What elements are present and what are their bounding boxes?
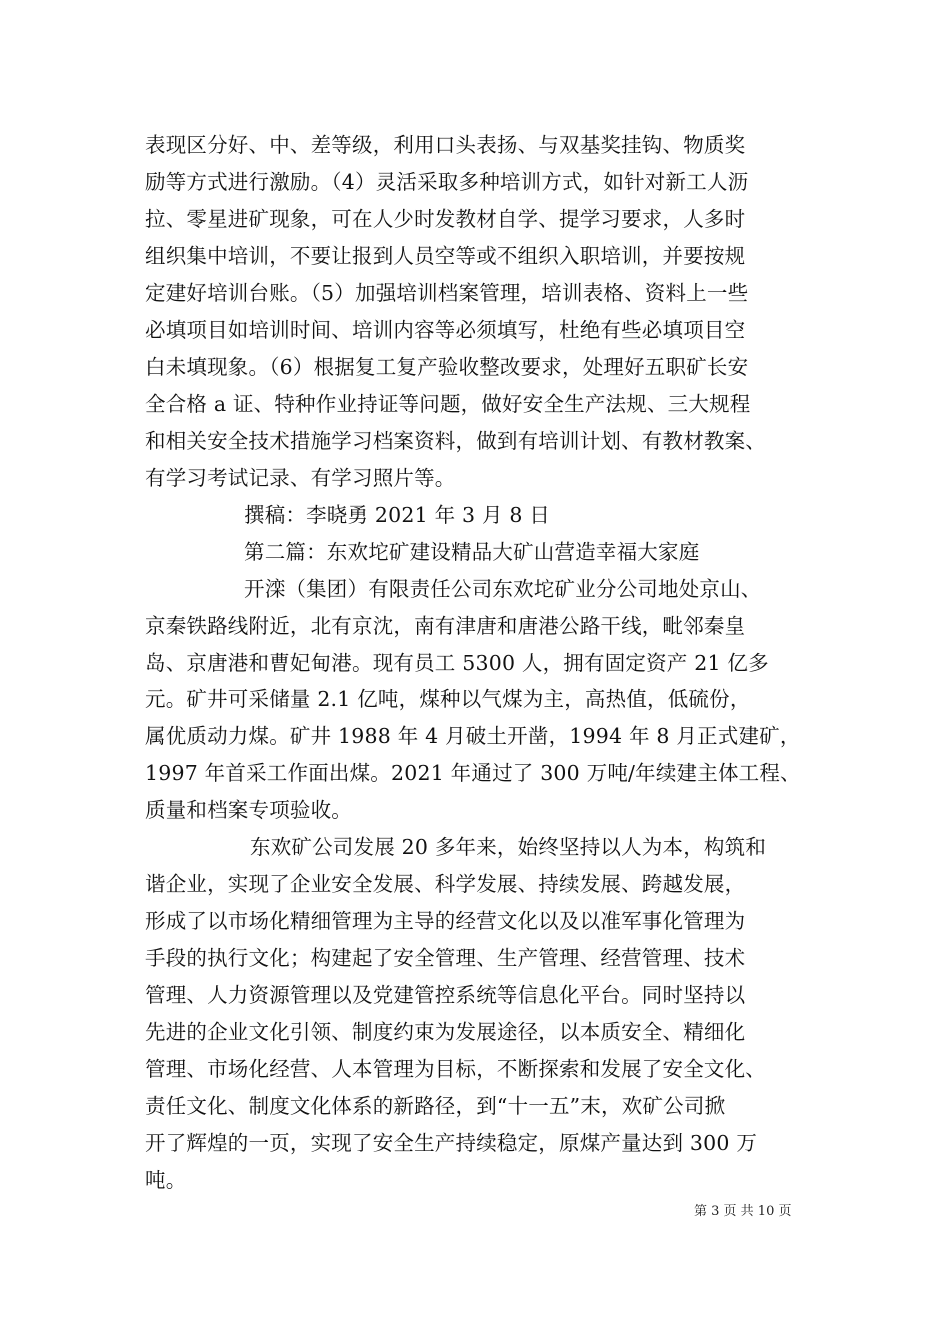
text-line: 1997 年首采工作面出煤。2021 年通过了 300 万吨/年续建主体工程、 [145,761,801,785]
text-line: 京秦铁路线附近，北有京沈，南有津唐和唐港公路干线，毗邻秦皇 [145,614,746,638]
page-number: 第 3 页 共 10 页 [694,1204,792,1219]
text-line: 拉、零星进矿现象，可在人少时发教材自学、提学习要求，人多时 [145,207,746,231]
text-line: 励等方式进行激励。（4）灵活采取多种培训方式，如针对新工人沥 [145,170,749,194]
text-line: 有学习考试记录、有学习照片等。 [145,466,456,490]
text-line: 谐企业，实现了企业安全发展、科学发展、持续发展、跨越发展， [145,872,746,896]
text-line: 质量和档案专项验收。 [145,798,352,822]
section-heading: 第二篇：东欢坨矿建设精品大矿山营造幸福大家庭 [244,540,700,564]
text-line: 开了辉煌的一页，实现了安全生产持续稳定，原煤产量达到 300 万 [145,1131,758,1155]
text-line: 必填项目如培训时间、培训内容等必须填写，杜绝有些必填项目空 [145,318,746,342]
text-line: 管理、人力资源管理以及党建管控系统等信息化平台。同时坚持以 [145,983,746,1007]
text-line: 吨。 [145,1168,187,1192]
text-line: 形成了以市场化精细管理为主导的经营文化以及以准军事化管理为 [145,909,746,933]
text-line: 组织集中培训，不要让报到人员空等或不组织入职培训，并要按规 [145,244,746,268]
text-line: 管理、市场化经营、人本管理为目标，不断探索和发展了安全文化、 [145,1057,766,1081]
text-line: 先进的企业文化引领、制度约束为发展途径，以本质安全、精细化 [145,1020,746,1044]
text-line: 全合格 a 证、特种作业持证等问题，做好安全生产法规、三大规程 [145,392,751,416]
text-line: 开滦（集团）有限责任公司东欢坨矿业分公司地处京山、 [244,577,762,601]
text-line: 白未填现象。（6）根据复工复产验收整改要求，处理好五职矿长安 [145,355,749,379]
text-line: 东欢矿公司发展 20 多年来，始终坚持以人为本，构筑和 [250,835,767,859]
text-line: 岛、京唐港和曹妃甸港。现有员工 5300 人，拥有固定资产 21 亿多 [145,651,769,675]
text-line: 和相关安全技术措施学习档案资料，做到有培训计划、有教材教案、 [145,429,766,453]
author-signature-line: 撰稿：李晓勇 2021 年 3 月 8 日 [244,503,551,527]
text-line: 表现区分好、中、差等级，利用口头表扬、与双基奖挂钩、物质奖 [145,133,746,157]
text-line: 定建好培训台账。（5）加强培训档案管理，培训表格、资料上一些 [145,281,749,305]
text-line: 责任文化、制度文化体系的新路径，到“十一五”末，欢矿公司掀 [145,1094,726,1118]
text-line: 属优质动力煤。矿井 1988 年 4 月破土开凿，1994 年 8 月正式建矿， [145,724,801,748]
text-line: 元。矿井可采储量 2.1 亿吨，煤种以气煤为主，高热值，低硫份， [145,687,751,711]
text-line: 手段的执行文化；构建起了安全管理、生产管理、经营管理、技术 [145,946,746,970]
